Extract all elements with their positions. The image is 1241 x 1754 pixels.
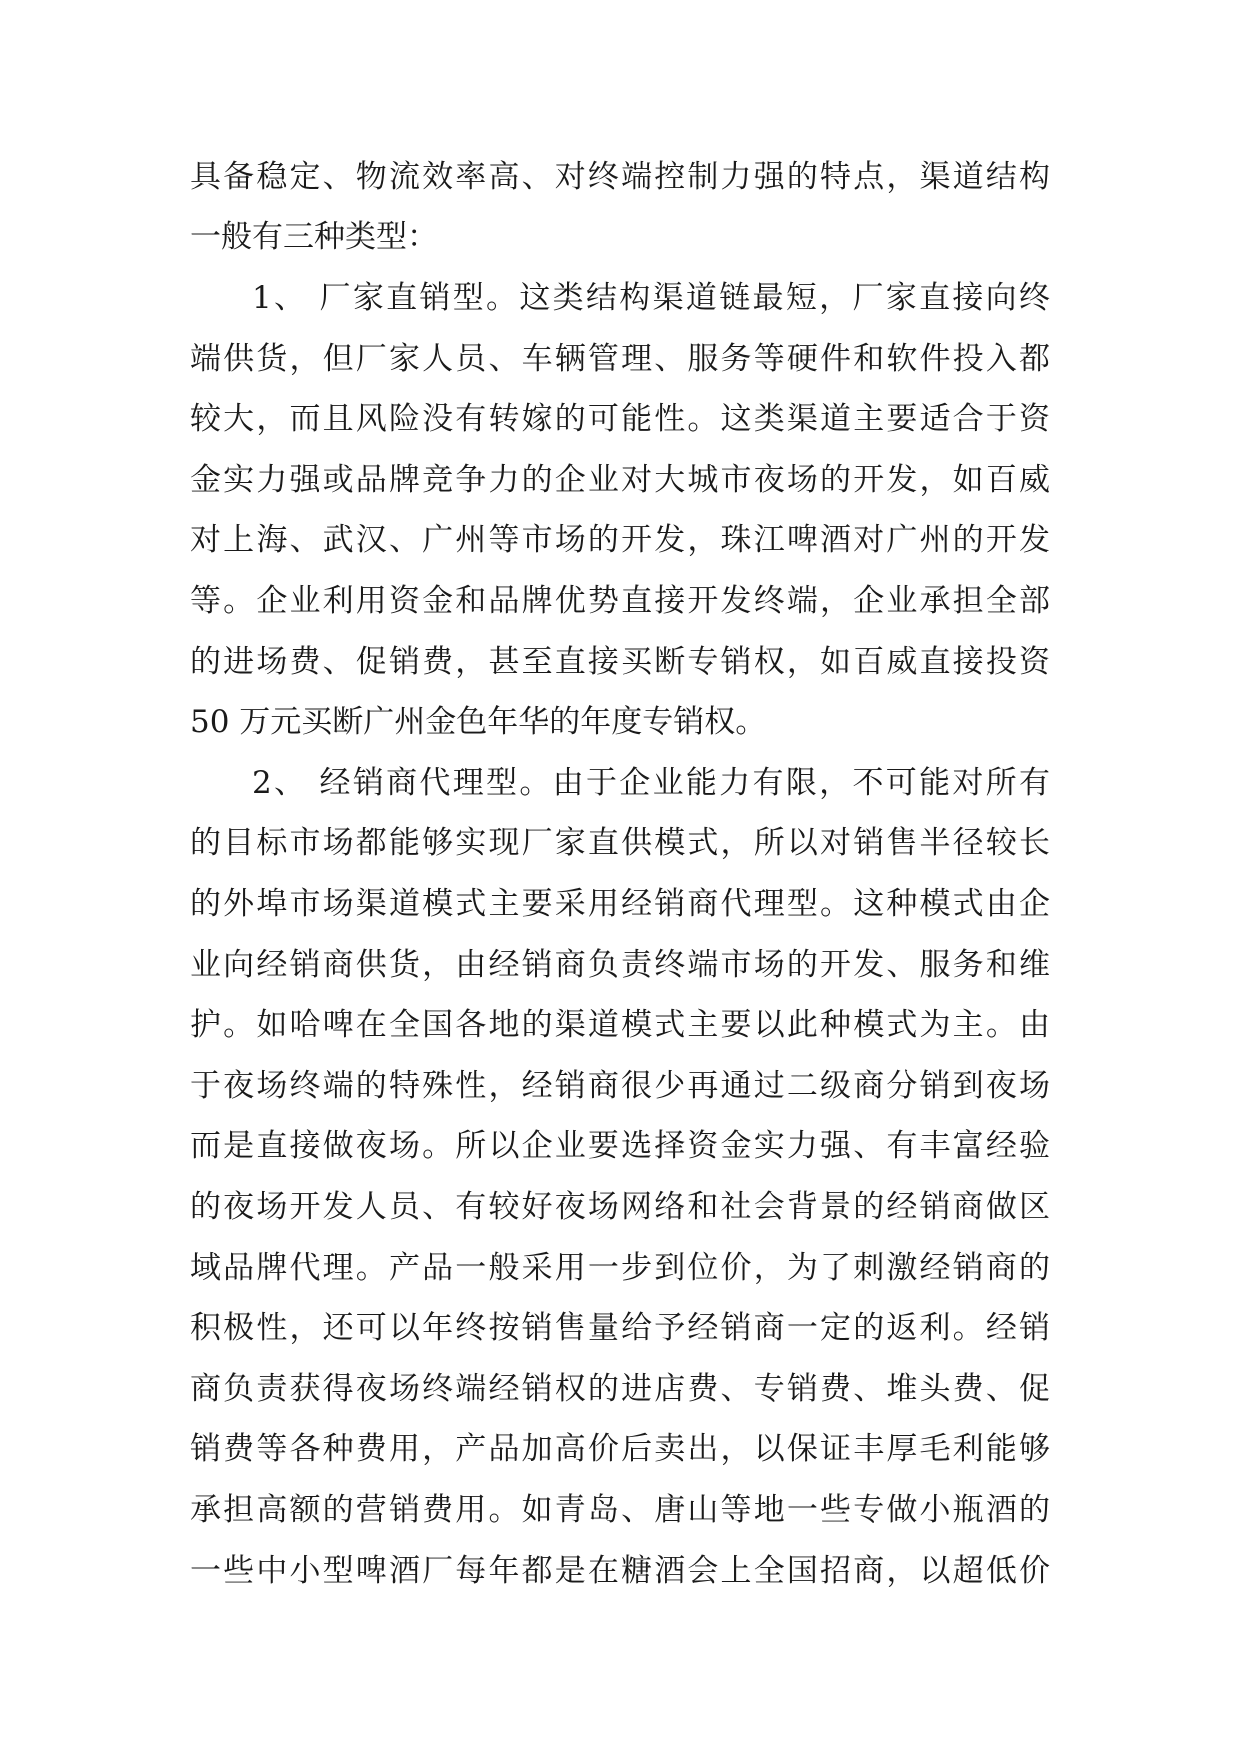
text-line: 的进场费、促销费，甚至直接买断专销权，如百威直接投资 bbox=[190, 644, 1050, 680]
text-line: 具备稳定、物流效率高、对终端控制力强的特点，渠道结构 bbox=[190, 159, 1050, 195]
text-line: 的夜场开发人员、有较好夜场网络和社会背景的经销商做区 bbox=[190, 1189, 1050, 1225]
text-line: 业向经销商供货，由经销商负责终端市场的开发、服务和维 bbox=[190, 947, 1050, 983]
text-line: 一般有三种类型： bbox=[190, 219, 438, 255]
text-line: 一些中小型啤酒厂每年都是在糖酒会上全国招商，以超低价 bbox=[190, 1553, 1050, 1589]
text-line: 对上海、武汉、广州等市场的开发，珠江啤酒对广州的开发 bbox=[190, 522, 1050, 558]
text-line: 承担高额的营销费用。如青岛、唐山等地一些专做小瓶酒的 bbox=[190, 1492, 1050, 1528]
text-line: 而是直接做夜场。所以企业要选择资金实力强、有丰富经验 bbox=[190, 1128, 1050, 1164]
text-line: 商负责获得夜场终端经销权的进店费、专销费、堆头费、促 bbox=[190, 1371, 1050, 1407]
text-line: 1、 厂家直销型。这类结构渠道链最短，厂家直接向终 bbox=[252, 280, 1050, 316]
text-line: 的外埠市场渠道模式主要采用经销商代理型。这种模式由企 bbox=[190, 886, 1050, 922]
text-line: 于夜场终端的特殊性，经销商很少再通过二级商分销到夜场 bbox=[190, 1068, 1050, 1104]
text-line: 50 万元买断广州金色年华的年度专销权。 bbox=[190, 704, 767, 740]
text-line: 等。企业利用资金和品牌优势直接开发终端，企业承担全部 bbox=[190, 583, 1050, 619]
text-line: 金实力强或品牌竞争力的企业对大城市夜场的开发，如百威 bbox=[190, 462, 1050, 498]
text-line: 积极性，还可以年终按销售量给予经销商一定的返利。经销 bbox=[190, 1310, 1050, 1346]
text-line: 护。如哈啤在全国各地的渠道模式主要以此种模式为主。由 bbox=[190, 1007, 1050, 1043]
text-line: 2、 经销商代理型。由于企业能力有限，不可能对所有 bbox=[252, 765, 1050, 801]
text-line: 的目标市场都能够实现厂家直供模式，所以对销售半径较长 bbox=[190, 825, 1050, 861]
text-line: 端供货，但厂家人员、车辆管理、服务等硬件和软件投入都 bbox=[190, 341, 1050, 377]
text-line: 域品牌代理。产品一般采用一步到位价，为了刺激经销商的 bbox=[190, 1250, 1050, 1286]
text-line: 较大，而且风险没有转嫁的可能性。这类渠道主要适合于资 bbox=[190, 401, 1050, 437]
text-line: 销费等各种费用，产品加高价后卖出，以保证丰厚毛利能够 bbox=[190, 1431, 1050, 1467]
